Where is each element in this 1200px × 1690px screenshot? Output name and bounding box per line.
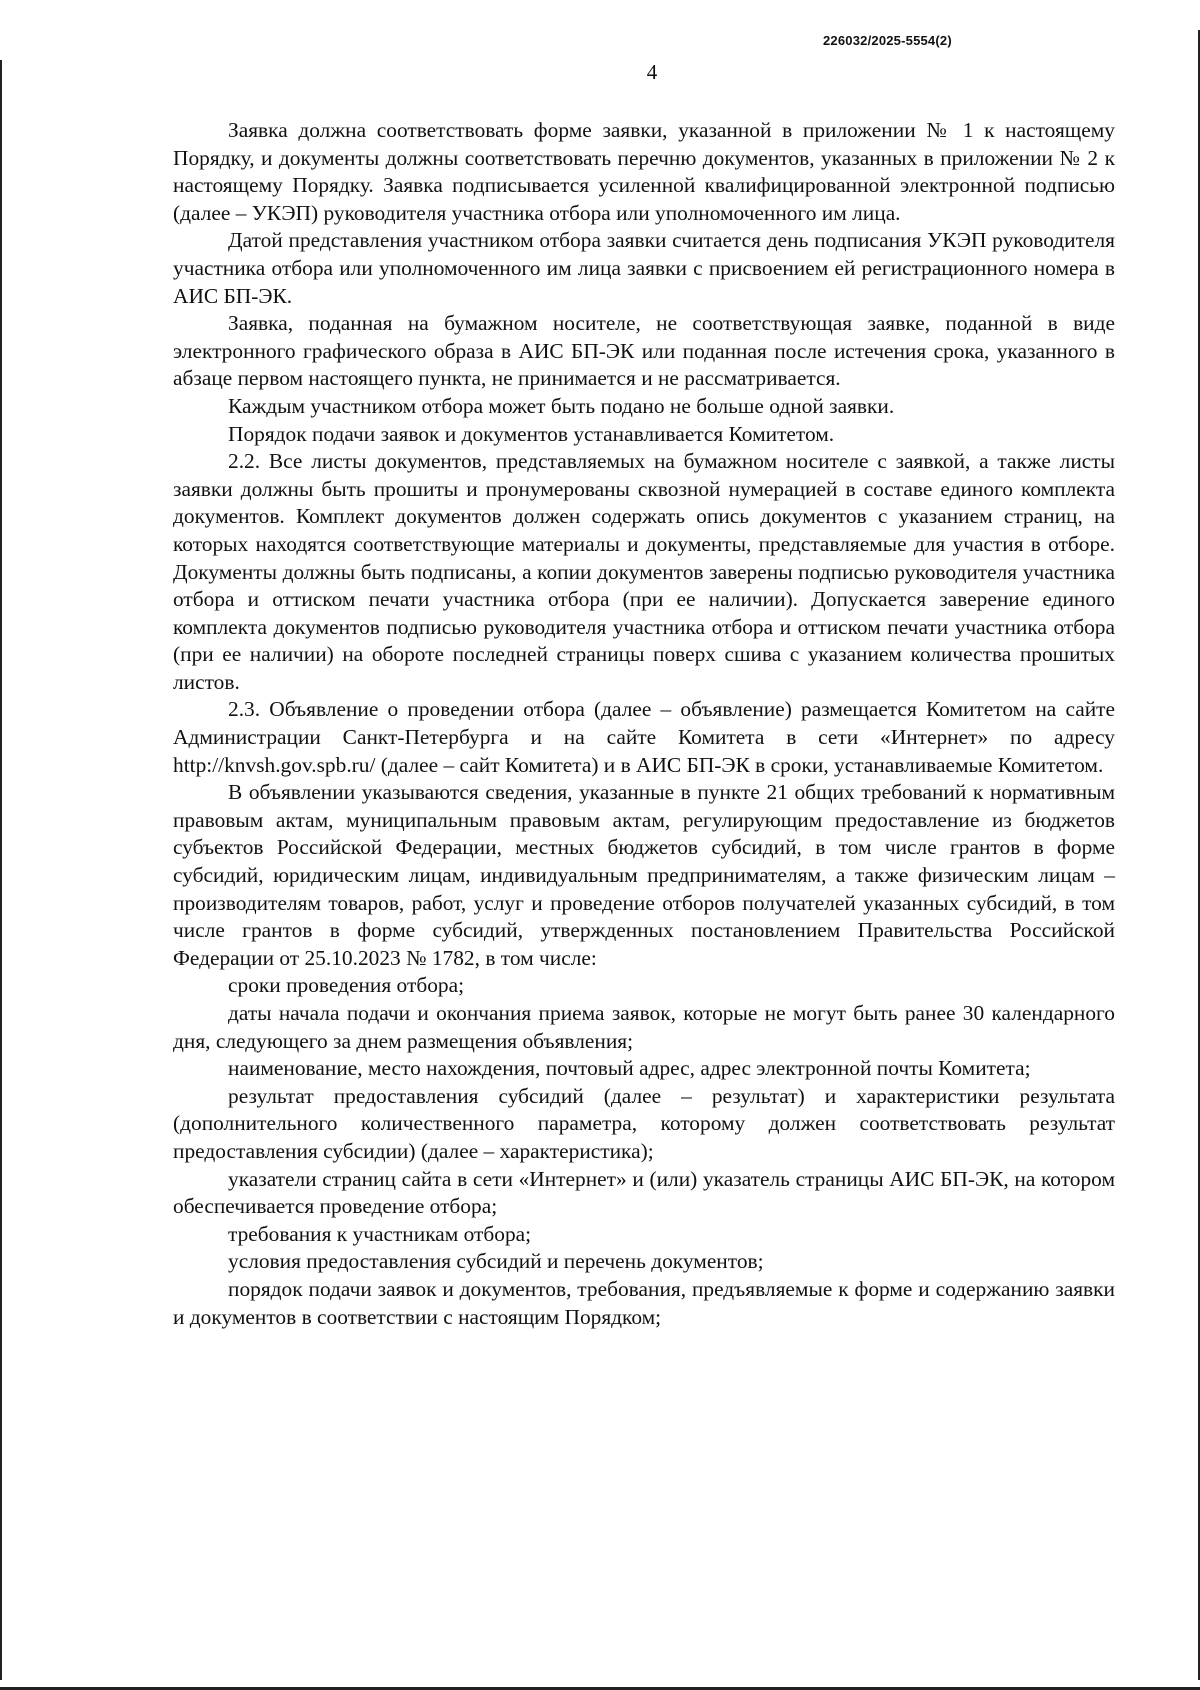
page-number: 4	[646, 60, 658, 84]
registration-number: 226032/2025-5554(2)	[823, 33, 952, 48]
list-item-dates: даты начала подачи и окончания приема заявок, которые не могут быть ранее 30 календарного дня, следующего за днем размещения объявления;	[173, 1001, 1115, 1053]
paragraph-submission-date: Датой представления участником отбора заявки считается день подписания УКЭП руководителя участника отбора или уполномоченного им лица заявки с присвоением ей регистрационного номера в АИС БП-ЭК.	[173, 228, 1115, 308]
paragraph-announcement-contents: В объявлении указываются сведения, указанные в пункте 21 общих требований к нормативным правовым актам, муниципальным правовым актам, регулирующим предоставление из бюджетов субъектов Российской Федерации, местных бюджетов субсидий, в том числе грантов в форме субсидий, юридическим лицам, индивидуальным предпринимателям, а также физическим лицам – производителям товаров, работ, услуг и проведение отборов получателей указанных субсидий, в том числе грантов в форме субсидий, утвержденных постановлением Правительства Российской Федерации от 25.10.2023 № 1782, в том числе:	[173, 780, 1115, 970]
list-item-website-pages: указатели страниц сайта в сети «Интернет» и (или) указатель страницы АИС БП-ЭК, на котором обеспечивается проведение отбора;	[173, 1166, 1115, 1219]
paragraph-one-application: Каждым участником отбора может быть подано не больше одной заявки.	[228, 393, 895, 418]
paragraph-2-2: 2.2. Все листы документов, представляемых на бумажном носителе с заявкой, а также листы заявки должны быть прошиты и пронумерованы сквозной нумерацией в составе единого комплекта документов. Комплект документов должен содержать опись документов с указанием страниц, на которых находятся соответствующие материалы и документы, представляемые для участия в отборе. Документы должны быть подписаны, а копии документов заверены подписью руководителя участника отбора и оттиском печати участника отбора (при ее наличии). Допускается заверение единого комплекта документов подписью руководителя участника отбора и оттиском печати участника отбора (при ее наличии) на обороте последней страницы поверх сшива с указанием количества прошитых листов.	[173, 449, 1115, 694]
list-item-committee-contacts: наименование, место нахождения, почтовый адрес, адрес электронной почты Комитета;	[228, 1056, 1031, 1081]
paragraph-application-form: Заявка должна соответствовать форме заявки, указанной в приложении № 1 к настоящему Порядку, и документы должны соответствовать перечню документов, указанных в приложении № 2 к настоящему Порядку. Заявка подписывается усиленной квалифицированной электронной подписью (далее – УКЭП) руководителя участника отбора или уполномоченного им лица.	[173, 118, 1115, 225]
list-item-selection-terms: сроки проведения отбора;	[228, 973, 465, 998]
document-body	[173, 117, 1115, 1331]
list-item-result: результат предоставления субсидий (далее – результат) и характеристики результата (дополнительного количественного параметра, которому должен соответствовать результат предоставления субсидии) (далее – характеристика);	[173, 1083, 1115, 1163]
list-item-participant-requirements: требования к участникам отбора;	[228, 1221, 532, 1246]
scan-left-edge	[0, 60, 2, 1680]
paragraph-submission-procedure: Порядок подачи заявок и документов устанавливается Комитетом.	[228, 421, 835, 446]
paragraph-paper-application: Заявка, поданная на бумажном носителе, не соответствующая заявке, поданной в виде электронного графического образа в АИС БП-ЭК или поданная после истечения срока, указанного в абзаце первом настоящего пункта, не принимается и не рассматривается.	[173, 311, 1115, 391]
list-item-subsidy-conditions: условия предоставления субсидий и перечень документов;	[228, 1249, 764, 1274]
paragraph-2-3: 2.3. Объявление о проведении отбора (далее – объявление) размещается Комитетом на сайте Администрации Санкт-Петербурга и на сайте Комитета в сети «Интернет» по адресу http://knvsh.gov.spb.ru/ (далее – сайт Комитета) и в АИС БП-ЭК в сроки, устанавливаемые Комитетом.	[173, 697, 1115, 777]
list-item-submission-order: порядок подачи заявок и документов, требования, предъявляемые к форме и содержанию заявки и документов в соответствии с настоящим Порядком;	[173, 1276, 1115, 1329]
